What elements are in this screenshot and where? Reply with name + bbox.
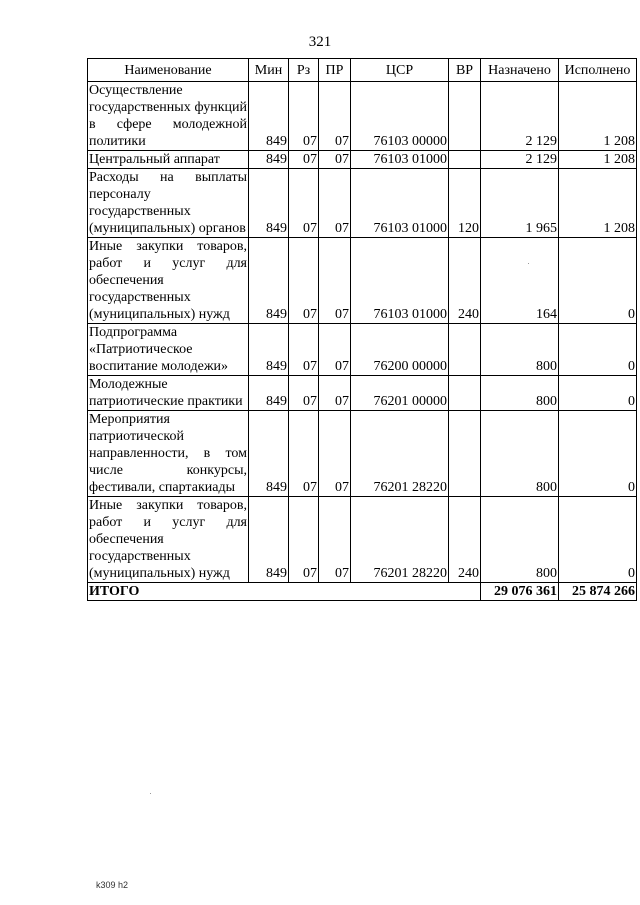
row-pr: 07 <box>319 82 351 151</box>
table-header-row <box>88 59 637 82</box>
row-min: 849 <box>249 497 289 583</box>
row-vr <box>449 411 481 497</box>
row-rz: 07 <box>289 411 319 497</box>
row-pr: 07 <box>319 238 351 324</box>
row-min: 849 <box>249 411 289 497</box>
total-row <box>88 583 637 601</box>
header-name: Наименование <box>88 59 249 82</box>
row-min: 849 <box>249 376 289 411</box>
row-csr: 76103 01000 <box>351 151 449 169</box>
row-rz: 07 <box>289 151 319 169</box>
row-assigned: 164 <box>481 238 559 324</box>
total-executed: 25 874 266 <box>559 583 637 601</box>
row-csr: 76103 01000 <box>351 238 449 324</box>
row-executed: 0 <box>559 376 637 411</box>
row-assigned: 800 <box>481 497 559 583</box>
row-vr: 120 <box>449 169 481 238</box>
row-pr: 07 <box>319 376 351 411</box>
total-label: ИТОГО <box>88 583 249 601</box>
total-blank <box>351 583 449 601</box>
footer-code: k309 h2 <box>96 880 129 890</box>
total-blank <box>319 583 351 601</box>
row-executed: 0 <box>559 324 637 376</box>
row-vr: 240 <box>449 497 481 583</box>
row-name: Подпрограмма «Патриотическое воспитание молодежи» <box>88 324 249 376</box>
row-csr: 76201 28220 <box>351 411 449 497</box>
scan-speck <box>528 263 529 264</box>
row-assigned: 1 965 <box>481 169 559 238</box>
row-csr: 76201 00000 <box>351 376 449 411</box>
row-assigned: 800 <box>481 411 559 497</box>
row-vr <box>449 82 481 151</box>
row-name: Молодежные патриотические практики <box>88 376 249 411</box>
header-vr: ВР <box>449 59 481 82</box>
row-executed: 0 <box>559 411 637 497</box>
row-rz: 07 <box>289 82 319 151</box>
row-executed: 0 <box>559 497 637 583</box>
row-assigned: 800 <box>481 376 559 411</box>
table-row <box>88 324 637 376</box>
row-min: 849 <box>249 238 289 324</box>
row-rz: 07 <box>289 324 319 376</box>
row-rz: 07 <box>289 376 319 411</box>
row-name: Центральный аппарат <box>88 151 249 169</box>
row-min: 849 <box>249 151 289 169</box>
total-blank <box>449 583 481 601</box>
header-executed: Исполнено <box>559 59 637 82</box>
header-pr: ПР <box>319 59 351 82</box>
total-blank <box>289 583 319 601</box>
header-assigned: Назначено <box>481 59 559 82</box>
table-row <box>88 376 637 411</box>
row-min: 849 <box>249 82 289 151</box>
row-executed: 1 208 <box>559 82 637 151</box>
table-row <box>88 151 637 169</box>
row-csr: 76200 00000 <box>351 324 449 376</box>
budget-table <box>87 58 637 601</box>
row-name: Расходы на выплаты персоналу государственных (муниципальных) органов <box>89 170 247 236</box>
row-pr: 07 <box>319 497 351 583</box>
header-csr: ЦСР <box>351 59 449 82</box>
row-rz: 07 <box>289 238 319 324</box>
row-pr: 07 <box>319 324 351 376</box>
row-pr: 07 <box>319 169 351 238</box>
row-pr: 07 <box>319 411 351 497</box>
header-rz: Рз <box>289 59 319 82</box>
row-name: Иные закупки товаров, работ и услуг для обеспечения государственных (муниципальных) нужд <box>89 239 247 322</box>
row-pr: 07 <box>319 151 351 169</box>
row-rz: 07 <box>289 497 319 583</box>
row-min: 849 <box>249 169 289 238</box>
row-executed: 1 208 <box>559 169 637 238</box>
row-name: Мероприятия патриотической направленности, в том числе конкурсы, фестивали, спартакиады <box>89 412 247 495</box>
total-blank <box>249 583 289 601</box>
total-assigned: 29 076 361 <box>481 583 559 601</box>
row-executed: 0 <box>559 238 637 324</box>
row-vr <box>449 324 481 376</box>
row-csr: 76103 00000 <box>351 82 449 151</box>
row-name: Осуществление государственных функций в сфере молодежной политики <box>89 83 247 149</box>
header-min: Мин <box>249 59 289 82</box>
row-rz: 07 <box>289 169 319 238</box>
row-csr: 76103 01000 <box>351 169 449 238</box>
row-assigned: 800 <box>481 324 559 376</box>
row-min: 849 <box>249 324 289 376</box>
row-vr <box>449 376 481 411</box>
page-number: 321 <box>308 34 332 50</box>
table-row <box>88 169 637 238</box>
row-csr: 76201 28220 <box>351 497 449 583</box>
table-row <box>88 411 637 497</box>
row-assigned: 2 129 <box>481 151 559 169</box>
row-assigned: 2 129 <box>481 82 559 151</box>
scan-speck <box>150 793 151 794</box>
table-row <box>88 238 637 324</box>
row-name: Иные закупки товаров, работ и услуг для обеспечения государственных (муниципальных) нужд <box>89 498 247 581</box>
row-executed: 1 208 <box>559 151 637 169</box>
table-row <box>88 82 637 151</box>
table-row <box>88 497 637 583</box>
row-vr: 240 <box>449 238 481 324</box>
row-vr <box>449 151 481 169</box>
